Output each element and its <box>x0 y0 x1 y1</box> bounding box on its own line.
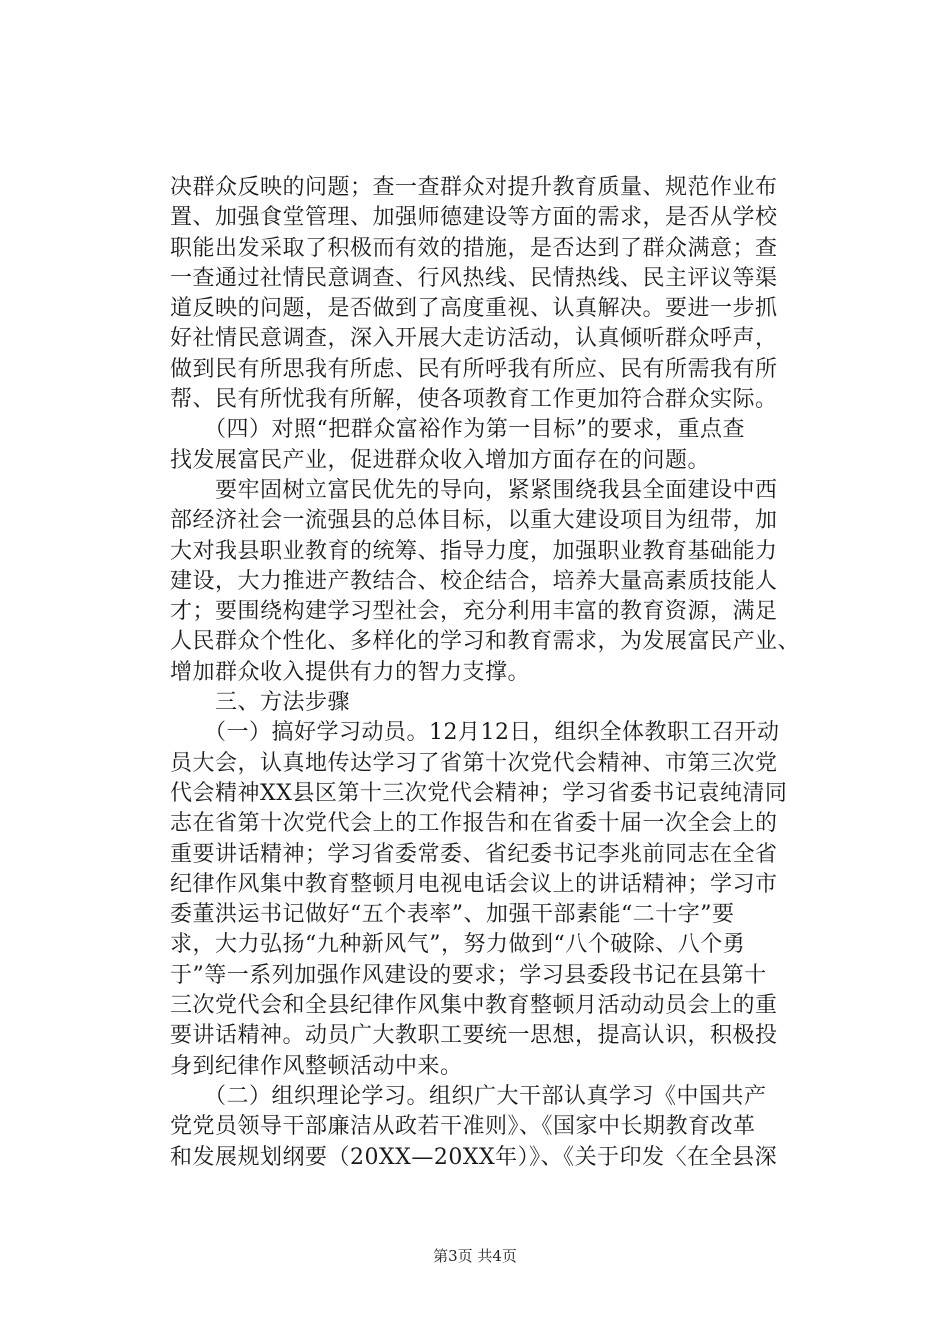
body-text-line: 志在省第十次党代会上的工作报告和在省委十届一次全会上的 <box>170 811 778 837</box>
body-text-line: 决群众反映的问题；查一查群众对提升教育质量、规范作业布 <box>170 175 778 200</box>
body-text-line: 三次党代会和全县纪律作风集中教育整顿月活动动员会上的重 <box>170 993 778 1019</box>
body-text-line: 才；要围绕构建学习型社会，充分利用丰富的教育资源，满足 <box>170 599 778 625</box>
body-text-line: 部经济社会一流强县的总体目标，以重大建设项目为纽带，加 <box>170 508 778 534</box>
body-text-line: 纪律作风集中教育整顿月电视电话会议上的讲话精神；学习市 <box>170 871 778 897</box>
body-text-line: 帮、民有所忧我有所解，使各项教育工作更加符合群众实际。 <box>170 387 778 413</box>
body-text-line: 委董洪运书记做好“五个表率”、加强干部素能“二十字”要 <box>170 902 735 928</box>
body-text-line: 重要讲话精神；学习省委常委、省纪委书记李兆前同志在全省 <box>170 841 778 867</box>
document-body <box>170 173 810 1173</box>
body-text-line: 置、加强食堂管理、加强师德建设等方面的需求，是否从学校 <box>170 205 778 231</box>
body-text-line: 于”等一系列加强作风建设的要求；学习县委段书记在县第十 <box>170 962 767 988</box>
body-text-line: 和发展规划纲要（20XX—20XX年）》、《关于印发〈在全县深 <box>170 1144 778 1170</box>
body-text-line: 人民群众个性化、多样化的学习和教育需求，为发展富民产业、 <box>170 629 801 655</box>
body-text-line: 找发展富民产业，促进群众收入增加方面存在的问题。 <box>170 447 711 473</box>
body-text-line: 要牢固树立富民优先的导向，紧紧围绕我县全面建设中西 <box>170 477 778 503</box>
body-text-line: 道反映的问题，是否做到了高度重视、认真解决。要进一步抓 <box>170 296 778 322</box>
body-text-line: 求，大力弘扬“九种新风气”，努力做到“八个破除、八个勇 <box>170 932 746 958</box>
body-text-line: 党党员领导干部廉洁从政若干准则》、《国家中长期教育改革 <box>170 1114 756 1140</box>
page-number-label: 第3页 共4页 <box>433 1247 517 1265</box>
body-text-line: 一查通过社情民意调查、行风热线、民情热线、民主评议等渠 <box>170 265 778 291</box>
body-text-line: 大对我县职业教育的统筹、指导力度，加强职业教育基础能力 <box>170 538 778 564</box>
body-text-line: （一）搞好学习动员。12月12日，组织全体教职工召开动 <box>170 720 780 746</box>
body-text-line: 身到纪律作风整顿活动中来。 <box>170 1053 463 1079</box>
body-text-line: （二）组织理论学习。组织广大干部认真学习《中国共产 <box>170 1083 767 1109</box>
body-text-line: 要讲话精神。动员广大教职工要统一思想，提高认识，积极投 <box>170 1023 778 1049</box>
body-text-line: 建设，大力推进产教结合、校企结合，培养大量高素质技能人 <box>170 568 778 594</box>
body-text-line: 三、方法步骤 <box>170 690 351 716</box>
body-text-line: （四）对照“把群众富裕作为第一目标”的要求，重点查 <box>170 417 745 443</box>
body-text-line: 增加群众收入提供有力的智力支撑。 <box>170 659 531 685</box>
body-text-line: 好社情民意调查，深入开展大走访活动，认真倾听群众呼声， <box>170 326 778 352</box>
page-footer <box>0 1245 950 1266</box>
body-text-line: 做到民有所思我有所虑、民有所呼我有所应、民有所需我有所 <box>170 356 778 382</box>
body-text-line: 职能出发采取了积极而有效的措施，是否达到了群众满意；查 <box>170 235 778 261</box>
body-text-line: 员大会，认真地传达学习了省第十次党代会精神、市第三次党 <box>170 750 778 776</box>
body-text-line: 代会精神XX县区第十三次党代会精神；学习省委书记袁纯清同 <box>170 780 788 806</box>
